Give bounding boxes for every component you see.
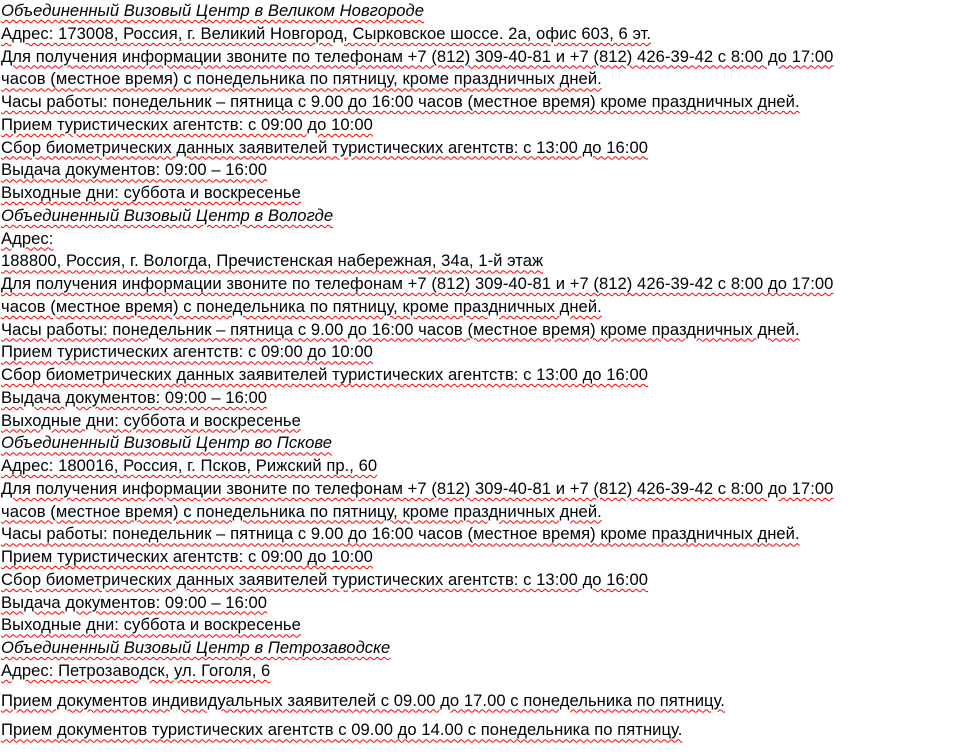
address-petrozavodsk: Адрес: Петрозаводск, ул. Гоголя, 6 (1, 660, 271, 680)
working-hours-vologda: Часы работы: понедельник – пятница с 9.00 до 16:00 часов (местное время) кроме праздничных дней. (1, 319, 800, 339)
address-pskov: Адрес: 180016, Россия, г. Псков, Рижский пр., 60 (1, 456, 378, 475)
issuance-hours-pskov: Выдача документов: 09:00 – 16:00 (1, 592, 268, 612)
biometrics-hours-pskov: Сбор биометрических данных заявителей туристических агентств: с 13:00 до 16:00 (1, 569, 649, 589)
working-hours-novgorod: Часы работы: понедельник – пятница с 9.00 до 16:00 часов (местное время) кроме праздничных дней. (1, 92, 800, 111)
biometrics-hours-novgorod: Сбор биометрических данных заявителей туристических агентств: с 13:00 до 16:00 (1, 137, 649, 157)
address-vologda: 188800, Россия, г. Вологда, Пречистенская набережная, 34а, 1-й этаж (1, 251, 544, 271)
section-title-petrozavodsk: Объединенный Визовый Центр в Петрозаводске (1, 638, 391, 657)
issuance-hours-vologda: Выдача документов: 09:00 – 16:00 (1, 387, 268, 407)
agency-hours-vologda: Прием туристических агентств: с 09:00 до 10:00 (1, 342, 373, 362)
agency-hours-novgorod: Прием туристических агентств: с 09:00 до 10:00 (1, 114, 373, 134)
phone-info-cont-novgorod: часов (местное время) с понедельника по пятницу, кроме праздничных дней. (1, 69, 602, 89)
address-label-vologda: Адрес: (1, 228, 54, 248)
agency-hours-pskov: Прием туристических агентств: с 09:00 до 10:00 (1, 547, 373, 566)
document-body[interactable] (1, 0, 951, 742)
section-title-novgorod: Объединенный Визовый Центр в Великом Новгороде (1, 1, 425, 20)
days-off-vologda: Выходные дни: суббота и воскресенье (1, 410, 301, 430)
biometrics-hours-vologda: Сбор биометрических данных заявителей туристических агентств: с 13:00 до 16:00 (1, 365, 649, 384)
individual-intake-petrozavodsk: Прием документов индивидуальных заявителей с 09.00 до 17.00 с понедельника по пятницу. (1, 690, 725, 710)
phone-info-pskov: Для получения информации звоните по телефонам +7 (812) 309-40-81 и +7 (812) 426-39-42 с 8:00 до 17:00 (1, 478, 834, 498)
working-hours-pskov: Часы работы: понедельник – пятница с 9.00 до 16:00 часов (местное время) кроме праздничных дней. (1, 524, 800, 544)
address-novgorod: Адрес: 173008, Россия, г. Великий Новгород, Сырковское шоссе. 2а, офис 603, 6 эт. (1, 23, 652, 43)
days-off-pskov: Выходные дни: суббота и воскресенье (1, 615, 301, 635)
section-title-vologda: Объединенный Визовый Центр в Вологде (1, 205, 334, 225)
days-off-novgorod: Выходные дни: суббота и воскресенье (1, 183, 301, 202)
phone-info-cont-vologda: часов (местное время) с понедельника по пятницу, кроме праздничных дней. (1, 296, 602, 316)
agency-intake-petrozavodsk: Прием документов туристических агентств с 09.00 до 14.00 с понедельника по пятницу. (1, 720, 683, 740)
section-title-pskov: Объединенный Визовый Центр во Пскове (1, 433, 332, 453)
phone-info-novgorod: Для получения информации звоните по телефонам +7 (812) 309-40-81 и +7 (812) 426-39-42 с 8:00 до 17:00 (1, 46, 834, 66)
phone-info-vologda: Для получения информации звоните по телефонам +7 (812) 309-40-81 и +7 (812) 426-39-42 с 8:00 до 17:00 (1, 274, 834, 293)
issuance-hours-novgorod: Выдача документов: 09:00 – 16:00 (1, 160, 268, 180)
phone-info-cont-pskov: часов (местное время) с понедельника по пятницу, кроме праздничных дней. (1, 501, 602, 521)
